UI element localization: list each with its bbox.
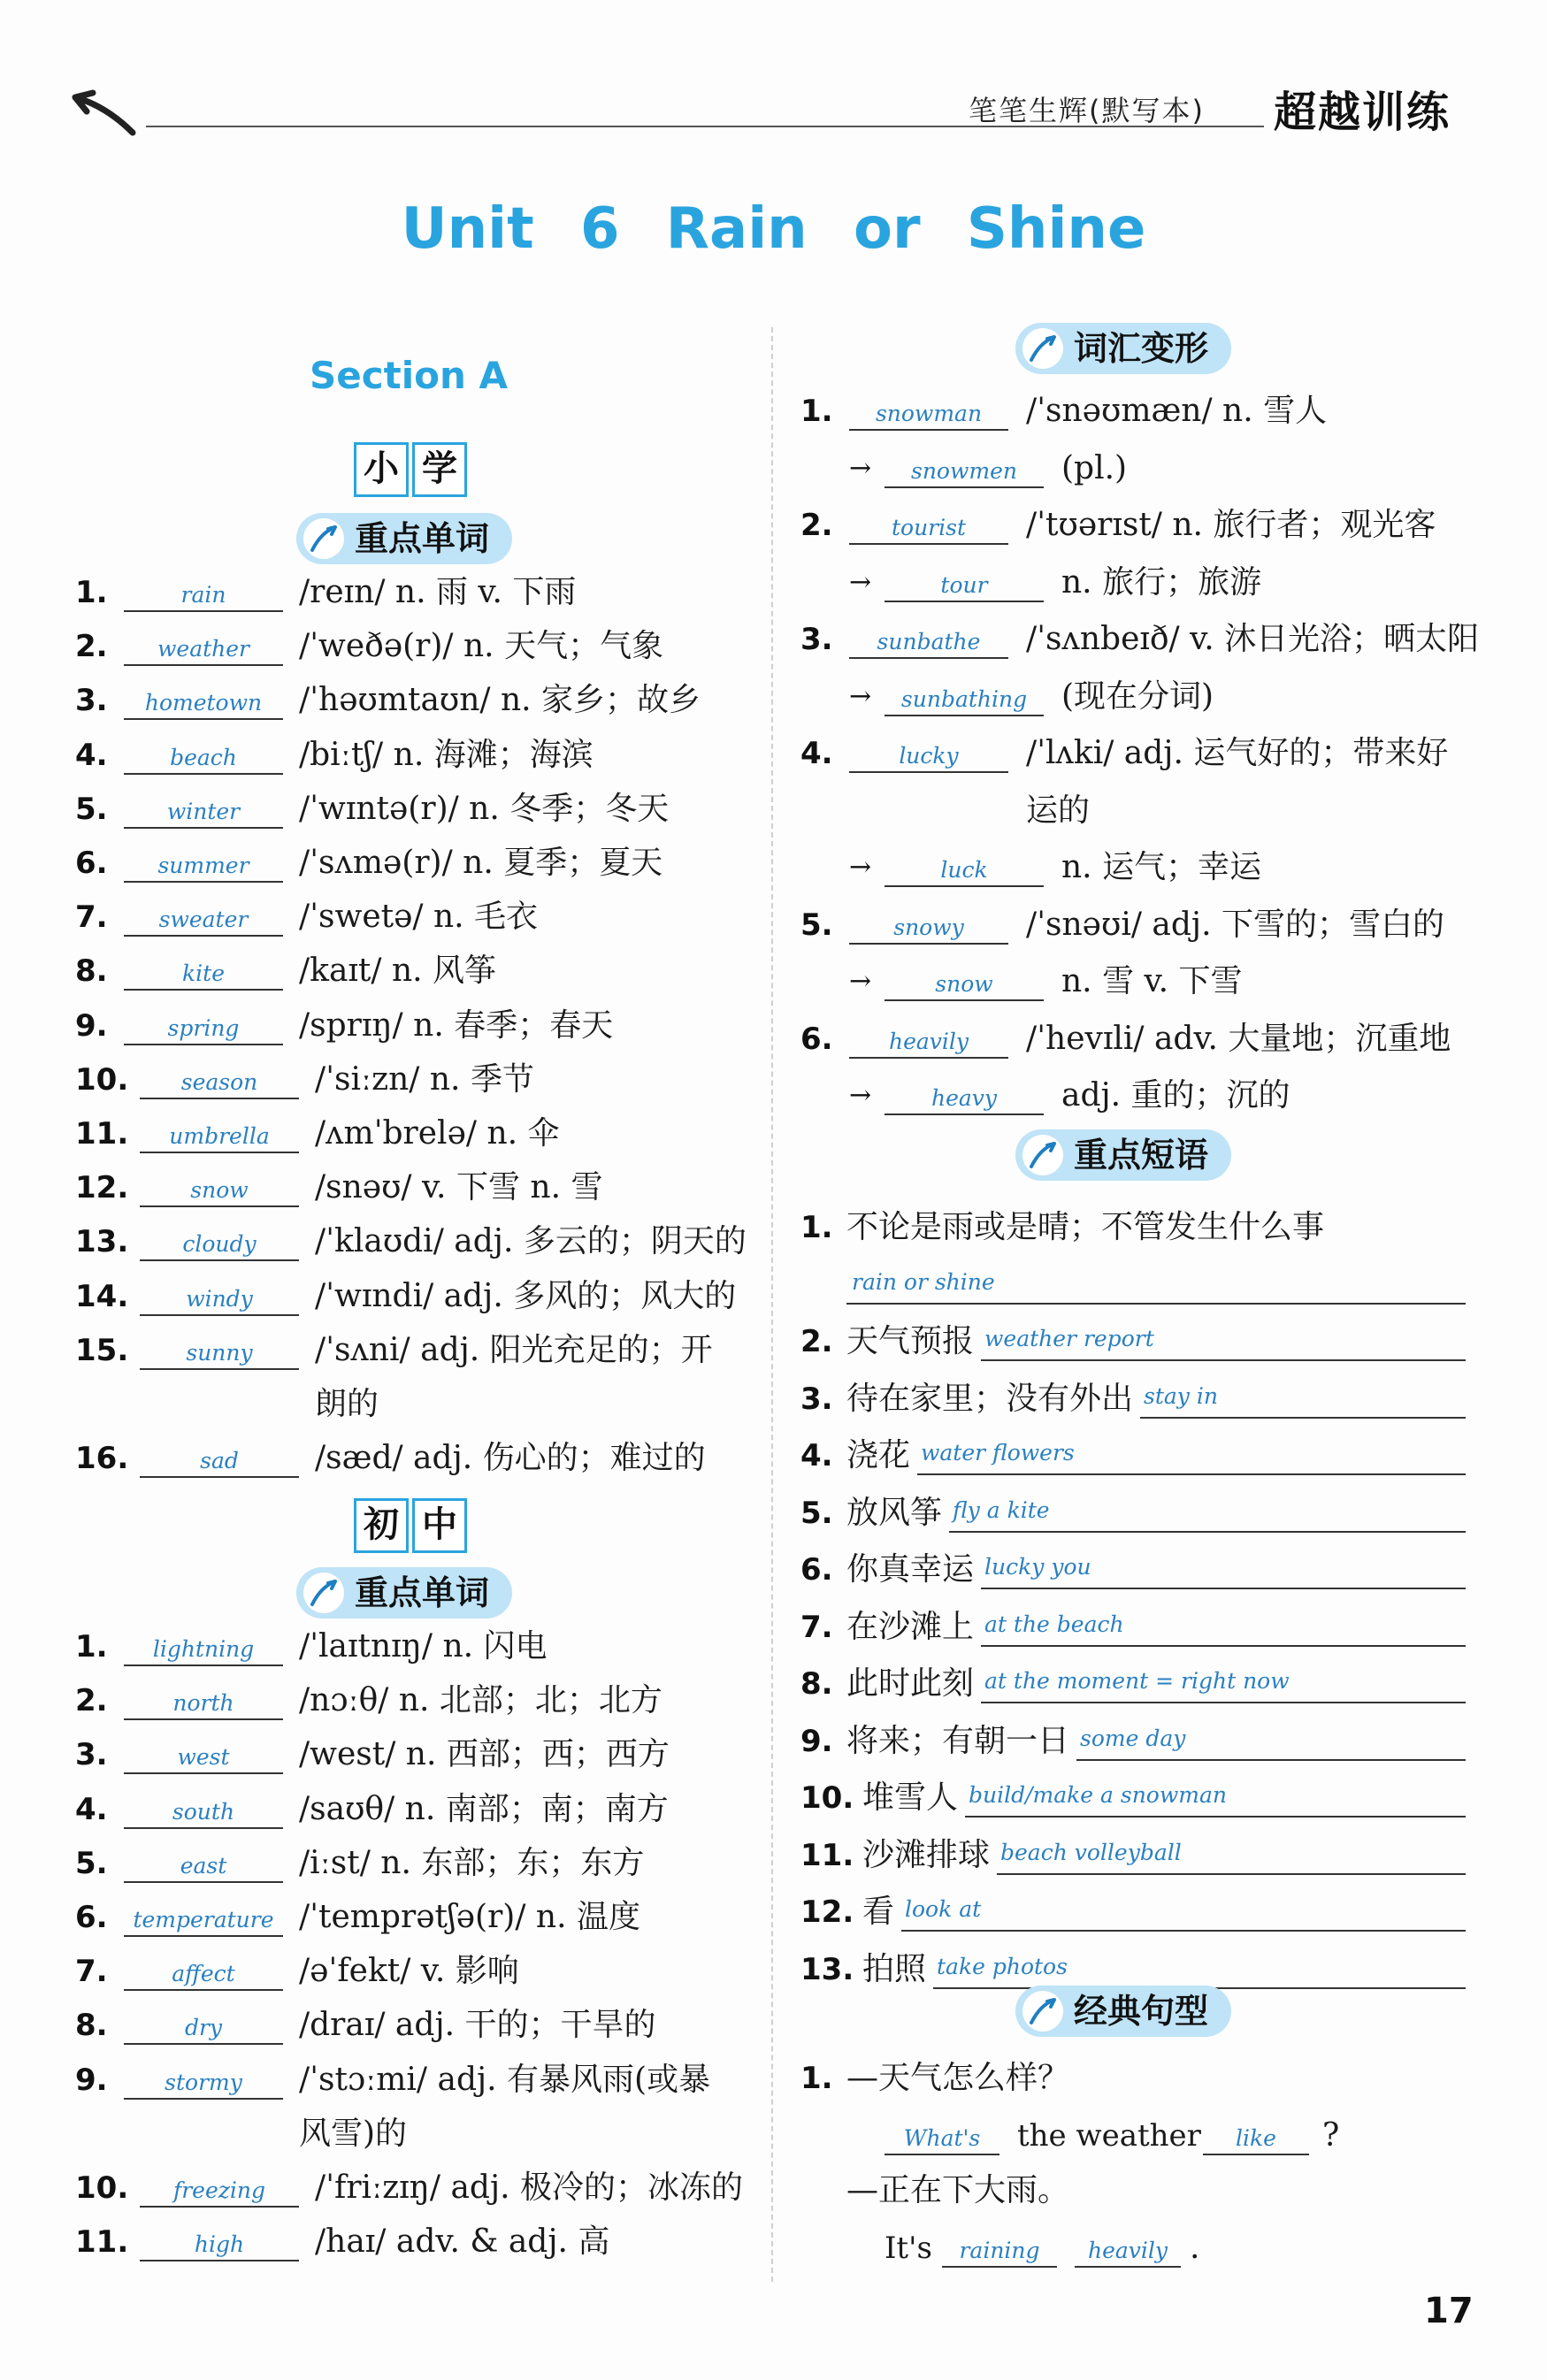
answer-blank: high <box>140 2215 299 2261</box>
phrase-item <box>800 1315 1473 1368</box>
swoosh-icon <box>1021 326 1065 371</box>
definition: /ˈsnəʊmæn/ n. 雪人 <box>1026 393 1328 429</box>
answer-blank: weather <box>124 620 283 666</box>
label-char: 小 <box>354 442 409 497</box>
definition: 朗的 <box>315 1386 379 1422</box>
answer-line <box>981 1315 1466 1361</box>
phrase-question: 浇花 <box>846 1437 911 1473</box>
item-number: 6. <box>75 1900 108 1935</box>
word-item <box>75 620 747 673</box>
answer-line <box>901 1886 1466 1932</box>
item-number: 4. <box>75 737 108 773</box>
phrase-question: 放风筝 <box>846 1494 943 1531</box>
badge-label: 词汇变形 <box>1074 329 1209 368</box>
label-char: 初 <box>354 1498 409 1553</box>
phrase-question: 天气预报 <box>846 1323 975 1359</box>
answer-blank: spring <box>124 999 283 1045</box>
answer-blank: umbrella <box>140 1107 299 1153</box>
answer-blank: dry <box>124 1999 283 2045</box>
definition: adj. 重的；沉的 <box>1061 1077 1290 1113</box>
answer-blank: snowmen <box>885 442 1044 488</box>
item-number: 4. <box>800 736 833 771</box>
item-number: 3. <box>800 1381 833 1417</box>
right-arrow-icon: → <box>849 852 872 883</box>
word-form-item <box>800 1013 1473 1066</box>
item-number: 7. <box>800 1609 833 1645</box>
definition: /ˈwɪndi/ adj. 多风的；风大的 <box>315 1277 737 1314</box>
answer-line <box>997 1829 1466 1875</box>
definition: /nɔːθ/ n. 北部；北；北方 <box>299 1682 662 1719</box>
answer-blank: snowman <box>849 385 1008 431</box>
derived-form <box>800 955 1473 1008</box>
word-form-item <box>800 613 1480 666</box>
answer-blank: sad <box>140 1432 299 1478</box>
label-char: 中 <box>412 1498 467 1553</box>
answer-line <box>846 1259 1466 1305</box>
definition: /snəʊ/ v. 下雪 n. 雪 <box>315 1169 603 1206</box>
definition: /ˈlʌki/ adj. 运气好的；带来好 <box>1026 735 1449 771</box>
item-number: 8. <box>75 2008 108 2044</box>
answer-line <box>1140 1373 1466 1419</box>
word-item <box>75 1783 747 1836</box>
word-item <box>75 674 747 727</box>
phrase-item <box>800 1657 1473 1710</box>
word-form-item <box>800 899 1473 952</box>
definition: /iːst/ n. 东部；东；东方 <box>299 1844 645 1881</box>
word-item <box>75 1891 747 1944</box>
phrase-item <box>800 1715 1473 1768</box>
definition: n. 旅行；旅游 <box>1061 563 1262 601</box>
item-number: 1. <box>75 575 108 610</box>
item-number: 3. <box>800 622 833 657</box>
phrase-question: 在沙滩上 <box>846 1608 975 1645</box>
definition: /ˈsiːzn/ n. 季节 <box>315 1060 534 1098</box>
phrase-question: 沙滩排球 <box>862 1836 991 1873</box>
answer-blank: season <box>140 1053 299 1099</box>
word-item <box>75 945 747 998</box>
item-number: 11. <box>75 2224 129 2261</box>
answer-line <box>1076 1715 1466 1761</box>
phrase-answer: stay in <box>1144 1382 1218 1409</box>
item-number: 15. <box>75 1332 129 1368</box>
sentence-text: ? <box>1322 2117 1340 2154</box>
answer-blank: like <box>1203 2109 1309 2155</box>
definition: /ˈsʌnbeɪð/ v. 沐日光浴；晒太阳 <box>1026 621 1480 657</box>
phrase-answer: at the moment = right now <box>984 1668 1290 1694</box>
word-item <box>75 1945 747 1998</box>
item-number: 6. <box>75 846 108 881</box>
phrase-question: 堆雪人 <box>862 1779 959 1816</box>
definition: /ˈsʌmə(r)/ n. 夏季；夏天 <box>299 845 663 881</box>
section-heading: Section A <box>310 354 508 397</box>
swoosh-arrow-icon <box>71 88 142 142</box>
sentence-text: . <box>1190 2230 1200 2266</box>
word-item <box>75 1324 747 1377</box>
answer-blank: cloudy <box>140 1215 299 1261</box>
word-form-item <box>800 727 1473 780</box>
item-number: 9. <box>800 1723 833 1759</box>
answer-line <box>933 1943 1466 1989</box>
item-number: 12. <box>800 1894 854 1930</box>
definition: n. 雪 v. 下雪 <box>1061 963 1243 999</box>
answer-blank: sweater <box>124 891 283 937</box>
answer-line <box>981 1601 1466 1647</box>
definition: /haɪ/ adv. & adj. 高 <box>315 2223 610 2261</box>
answer-blank: sunbathe <box>849 613 1008 659</box>
answer-blank: sunbathing <box>885 670 1044 716</box>
badge-label: 重点单词 <box>355 1573 490 1612</box>
phrase-question: 不论是雨或是晴；不管发生什么事 <box>846 1209 1325 1245</box>
definition: /ˈtemprətʃə(r)/ n. 温度 <box>299 1899 640 1935</box>
answer-blank: raining <box>942 2222 1057 2268</box>
word-forms-badge <box>1015 323 1231 374</box>
phrase-answer: build/make a snowman <box>969 1782 1227 1808</box>
phrase-answer-line <box>800 1259 1473 1312</box>
header-subtitle: 笔笔生辉(默写本) <box>969 94 1205 127</box>
right-arrow-icon: → <box>849 566 872 598</box>
definition: /ˈstɔːmi/ adj. 有暴风雨(或暴 <box>299 2061 711 2098</box>
answer-blank: snow <box>885 955 1044 1001</box>
right-arrow-icon: → <box>849 966 872 997</box>
answer-blank: tourist <box>849 499 1008 545</box>
sentence-question: —正在下大雨。 <box>846 2172 1070 2208</box>
definition: /biːtʃ/ n. 海滩；海滨 <box>299 736 594 773</box>
derived-form <box>800 556 1473 609</box>
column-divider <box>771 327 773 2282</box>
word-item <box>75 2162 747 2215</box>
answer-blank: freezing <box>140 2162 299 2208</box>
derived-form <box>800 841 1473 894</box>
answer-line <box>917 1429 1466 1475</box>
swoosh-icon <box>1021 1989 1065 2033</box>
sentence-item <box>800 2052 1473 2105</box>
phrase-answer: beach volleyball <box>1000 1839 1182 1865</box>
right-arrow-icon: → <box>849 452 872 484</box>
answer-blank: affect <box>124 1945 283 1991</box>
definition: /əˈfekt/ v. 影响 <box>299 1953 519 1990</box>
phrase-item <box>800 1373 1473 1426</box>
answer-blank: beach <box>124 729 283 775</box>
definition: (pl.) <box>1061 449 1128 486</box>
item-number: 5. <box>75 791 108 827</box>
sentence-question: —天气怎么样？ <box>846 2060 1070 2096</box>
word-item <box>75 1107 747 1160</box>
phrase-item <box>800 1886 1473 1939</box>
answer-blank: luck <box>885 841 1044 887</box>
swoosh-icon <box>1021 1133 1065 1177</box>
phrase-answer: weather report <box>984 1326 1154 1351</box>
item-number: 1. <box>800 394 833 429</box>
item-number: 1. <box>800 1210 833 1245</box>
key-phrases-badge <box>1015 1129 1231 1181</box>
phrase-question: 看 <box>862 1894 895 1930</box>
label-char: 学 <box>412 442 467 497</box>
definition: /ˈfriːzɪŋ/ adj. 极冷的；冰冻的 <box>315 2170 743 2206</box>
phrase-answer: rain or shine <box>852 1268 995 1295</box>
phrase-question: 拍照 <box>862 1950 927 1987</box>
sentence-answer-line <box>800 2222 1473 2275</box>
sentence-text: It's <box>885 2231 932 2266</box>
item-number: 13. <box>800 1951 854 1987</box>
swoosh-icon <box>302 517 346 561</box>
word-item <box>75 1837 747 1890</box>
word-item <box>75 1999 747 2052</box>
unit-title: Unit 6 Rain or Shine <box>401 196 1146 262</box>
word-item <box>75 891 747 944</box>
word-item <box>75 566 747 619</box>
definition: /ˈweðə(r)/ n. 天气；气象 <box>299 628 664 665</box>
item-number: 5. <box>75 1845 108 1881</box>
definition: 运的 <box>1026 792 1091 829</box>
word-form-item <box>800 385 1473 438</box>
item-number: 2. <box>800 1324 833 1359</box>
definition: /kaɪt/ n. 风筝 <box>299 953 497 990</box>
definition: /saʊθ/ n. 南部；南；南方 <box>299 1790 669 1827</box>
key-words-badge <box>296 1567 512 1619</box>
definition: /ˈhevɪli/ adv. 大量地；沉重地 <box>1026 1020 1451 1057</box>
word-item <box>75 1620 747 1673</box>
primary-school-label <box>354 442 467 497</box>
answer-line <box>965 1772 1466 1818</box>
phrase-answer: at the beach <box>984 1611 1124 1637</box>
word-item <box>75 1270 747 1323</box>
word-item <box>75 1728 747 1781</box>
answer-blank: lightning <box>124 1620 283 1666</box>
definition: /ˈsʌni/ adj. 阳光充足的；开 <box>315 1331 713 1368</box>
phrase-item <box>800 1772 1473 1825</box>
phrase-item <box>800 1201 1473 1254</box>
answer-line <box>981 1657 1466 1703</box>
item-number: 3. <box>75 1737 108 1773</box>
sentence-text: the weather <box>1017 2118 1201 2154</box>
item-number: 14. <box>75 1278 129 1314</box>
answer-blank: sunny <box>140 1324 299 1370</box>
phrase-item <box>800 1487 1473 1540</box>
page-number: 17 <box>1424 2291 1474 2331</box>
word-item <box>75 999 747 1052</box>
item-number: 12. <box>75 1170 129 1206</box>
item-number: 4. <box>75 1791 108 1827</box>
word-item <box>75 1053 747 1106</box>
answer-blank: heavily <box>849 1013 1008 1059</box>
answer-blank: hometown <box>124 674 283 720</box>
definition: /ˈklaʊdi/ adj. 多云的；阴天的 <box>315 1223 747 1260</box>
answer-blank: kite <box>124 945 283 991</box>
answer-blank: rain <box>124 566 283 612</box>
word-item <box>75 783 747 836</box>
item-number: 9. <box>75 2062 108 2098</box>
definition: /ˈsnəʊi/ adj. 下雪的；雪白的 <box>1026 906 1444 943</box>
right-arrow-icon: → <box>849 680 872 712</box>
item-number: 2. <box>800 508 833 543</box>
definition: /ˈwɪntə(r)/ n. 冬季；冬天 <box>299 790 670 827</box>
answer-blank: temperature <box>124 1891 283 1937</box>
item-number: 7. <box>75 899 108 936</box>
phrase-question: 你真幸运 <box>846 1551 975 1588</box>
definition: /ˈhəʊmtaʊn/ n. 家乡；故乡 <box>299 682 701 719</box>
answer-blank: heavy <box>885 1069 1044 1115</box>
definition: /ˈlaɪtnɪŋ/ n. 闪电 <box>299 1628 548 1664</box>
answer-blank: south <box>124 1783 283 1829</box>
badge-label: 经典句型 <box>1074 1992 1209 2031</box>
phrase-answer: some day <box>1080 1725 1186 1751</box>
item-number: 3. <box>75 683 108 719</box>
answer-blank: tour <box>885 556 1044 602</box>
derived-form <box>800 1069 1473 1122</box>
definition: /sprɪŋ/ n. 春季；春天 <box>299 1006 614 1044</box>
phrase-question: 待在家里；没有外出 <box>846 1380 1134 1417</box>
word-item <box>75 2215 747 2269</box>
definition: 风雪)的 <box>299 2115 408 2152</box>
derived-form <box>800 442 1473 495</box>
item-number: 11. <box>800 1837 854 1873</box>
swoosh-icon <box>302 1571 346 1615</box>
word-item <box>75 837 747 890</box>
item-number: 10. <box>800 1780 854 1816</box>
definition: (现在分词) <box>1061 677 1214 715</box>
definition: /west/ n. 西部；西；西方 <box>299 1736 670 1773</box>
item-number: 8. <box>75 953 108 990</box>
item-number: 2. <box>75 629 108 665</box>
item-number: 5. <box>800 1495 833 1531</box>
phrase-answer: take photos <box>937 1953 1068 1979</box>
definition: /ˈswetə/ n. 毛衣 <box>299 899 539 936</box>
definition: /reɪn/ n. 雨 v. 下雨 <box>299 574 577 610</box>
phrase-item <box>800 1543 1473 1596</box>
answer-blank: snowy <box>849 899 1008 945</box>
item-number: 6. <box>800 1021 833 1057</box>
item-number: 5. <box>800 907 833 943</box>
phrase-question: 此时此刻 <box>846 1665 975 1702</box>
item-number: 9. <box>75 1007 108 1044</box>
definition: n. 运气；幸运 <box>1061 849 1262 885</box>
answer-blank: snow <box>140 1161 299 1207</box>
word-item <box>75 2054 747 2107</box>
answer-blank: heavily <box>1075 2222 1181 2268</box>
word-form-item <box>800 499 1473 552</box>
item-number: 1. <box>800 2061 833 2096</box>
item-number: 16. <box>75 1441 129 1477</box>
definition: /draɪ/ adj. 干的；干旱的 <box>299 2007 656 2044</box>
word-item <box>75 1432 747 1485</box>
sentence-answer-line <box>800 2109 1473 2162</box>
answer-blank: winter <box>124 783 283 829</box>
header-title: 超越训练 <box>1274 88 1451 137</box>
definition: /ˈtʊərɪst/ n. 旅行者；观光客 <box>1026 507 1436 543</box>
phrase-item <box>800 1829 1473 1882</box>
item-number: 10. <box>75 1061 129 1098</box>
phrase-answer: look at <box>905 1896 982 1922</box>
key-words-badge <box>296 513 512 564</box>
answer-blank: windy <box>140 1270 299 1316</box>
item-number: 11. <box>75 1116 129 1152</box>
sentences-badge <box>1015 1986 1231 2037</box>
word-item <box>75 729 747 782</box>
answer-line <box>981 1543 1466 1589</box>
item-number: 7. <box>75 1954 108 1990</box>
item-number: 1. <box>75 1629 108 1664</box>
badge-label: 重点短语 <box>1074 1136 1209 1175</box>
item-number: 13. <box>75 1224 129 1260</box>
phrase-item <box>800 1429 1473 1482</box>
answer-blank: summer <box>124 837 283 883</box>
item-number: 8. <box>800 1666 833 1702</box>
answer-blank: stormy <box>124 2054 283 2100</box>
item-number: 4. <box>800 1438 833 1473</box>
item-number: 10. <box>75 2170 129 2206</box>
answer-blank: What's <box>885 2109 999 2155</box>
definition-continued <box>75 2108 747 2161</box>
junior-school-label <box>354 1498 467 1553</box>
derived-form <box>800 670 1473 723</box>
phrase-answer: lucky you <box>984 1554 1091 1580</box>
phrase-answer: water flowers <box>921 1440 1075 1465</box>
answer-blank: west <box>124 1728 283 1774</box>
definition: /sæd/ adj. 伤心的；难过的 <box>315 1440 706 1477</box>
answer-line <box>949 1487 1466 1533</box>
answer-blank: east <box>124 1837 283 1883</box>
definition-continued <box>800 784 1473 838</box>
word-item <box>75 1674 747 1727</box>
definition-continued <box>75 1378 747 1431</box>
answer-blank: lucky <box>849 727 1008 773</box>
badge-label: 重点单词 <box>355 519 490 558</box>
item-number: 6. <box>800 1552 833 1588</box>
answer-blank: north <box>124 1674 283 1720</box>
item-number: 2. <box>75 1683 108 1719</box>
word-item <box>75 1215 747 1268</box>
phrase-item <box>800 1601 1473 1654</box>
definition: /ʌmˈbrelə/ n. 伞 <box>315 1115 560 1152</box>
phrase-question: 将来；有朝一日 <box>846 1722 1070 1759</box>
sentence-question-line <box>800 2164 1473 2217</box>
right-arrow-icon: → <box>849 1080 872 1111</box>
phrase-answer: fly a kite <box>953 1496 1050 1523</box>
word-item <box>75 1161 747 1214</box>
